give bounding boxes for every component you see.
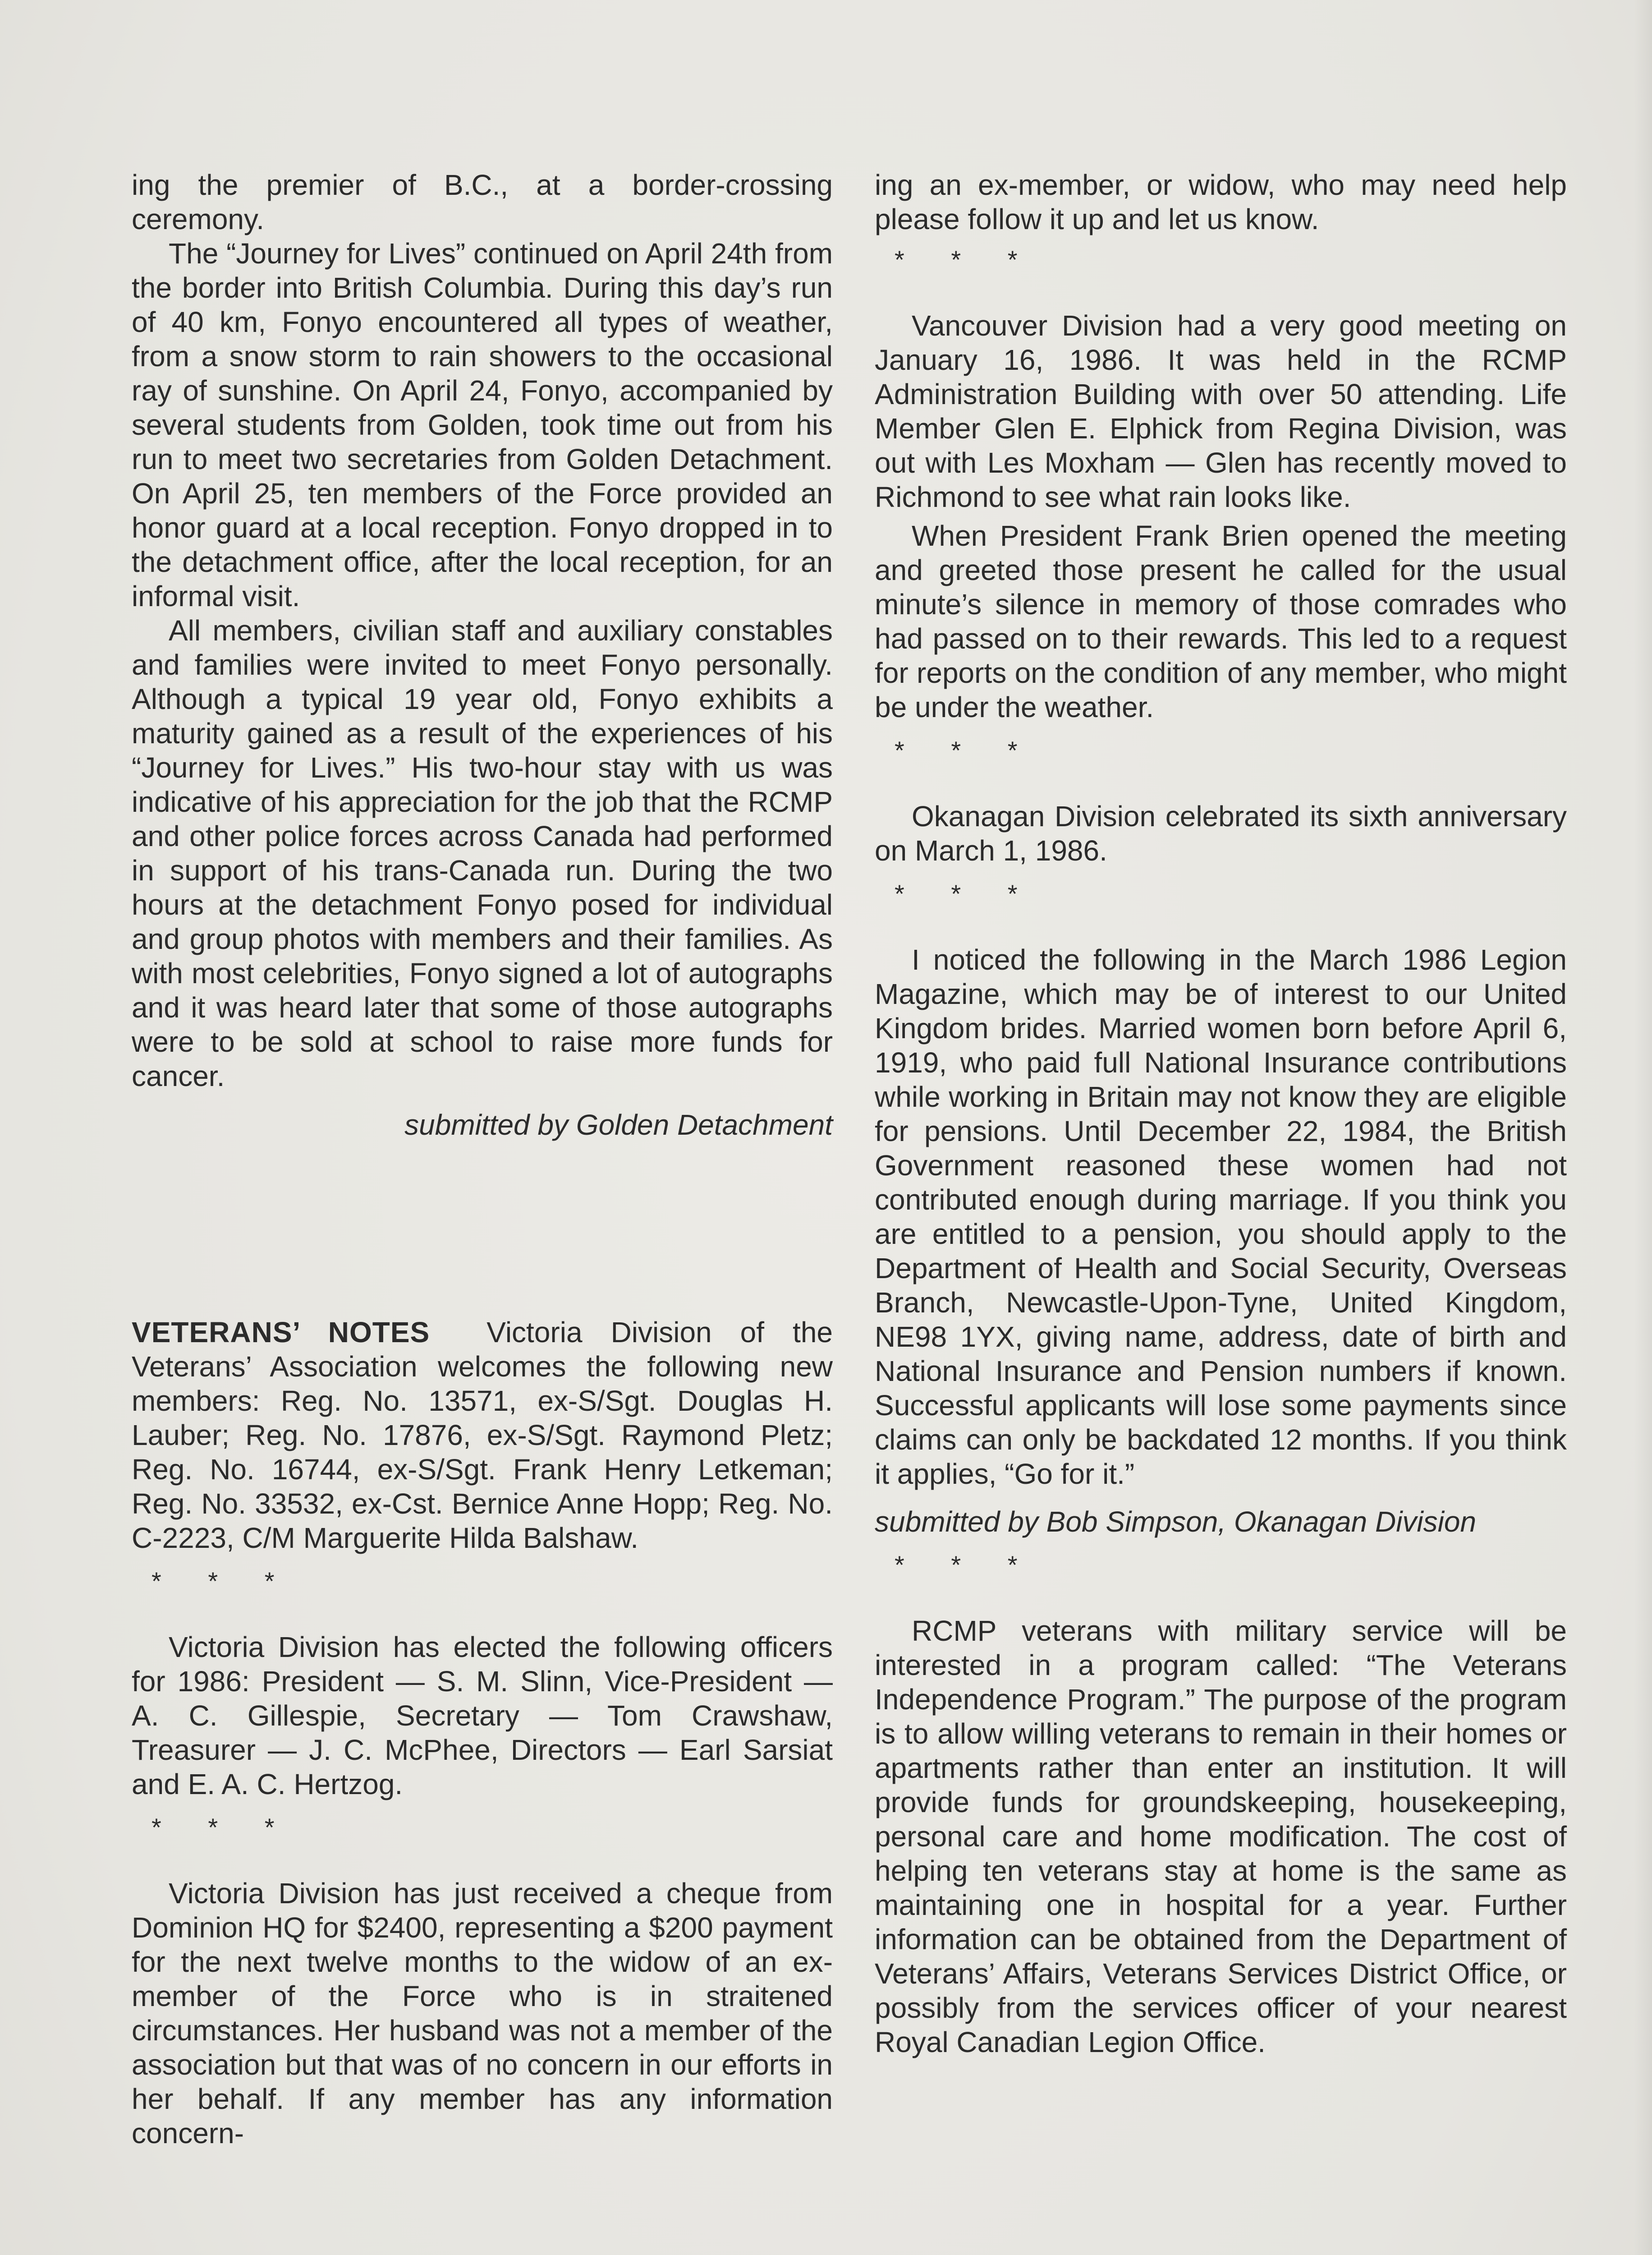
article-credit: submitted by Bob Simpson, Okanagan Division bbox=[875, 1505, 1477, 1538]
paragraph: ing the premier of B.C., at a border-crossing ceremony. bbox=[132, 169, 833, 235]
veterans-notes-paragraph bbox=[132, 1315, 833, 1555]
paragraph: Victoria Division has elected the following officers for 1986: President — S. M. Slinn, Vice-President — A. C. Gillespie, Secretary — Tom Crawshaw, Treasurer — J. C. McPhee, Directors — Earl Sarsiat and E. A. C. Hertzog. bbox=[132, 1631, 833, 1800]
article-credit: submitted by Golden Detachment bbox=[404, 1109, 833, 1141]
right-column bbox=[875, 168, 1567, 2059]
paragraph: RCMP veterans with military service will be interested in a program called: “The Veterans Independence Program.” The purpose of the program is to allow willing veterans to remain in their homes or apartments rather than enter an institution. It will provide funds for groundskeeping, housekeeping, personal care and home modification. The cost of helping ten veterans stay at home is the same as maintaining one in hospital for a year. Further information can be obtained from the Department of Veterans’ Affairs, Veterans Services District Office, or possibly from the services officer of your nearest Royal Canadian Legion Office. bbox=[875, 1615, 1567, 2058]
paragraph: The “Journey for Lives” continued on April 24th from the border into British Columbia. During this day’s run of 40 km, Fonyo encountered all types of weather, from a snow storm to rain showers to the occasional ray of sunshine. On April 24, Fonyo, accompanied by several students from Golden, took time out from his run to meet two secretaries from Golden Detachment. On April 25, ten members of the Force provided an honor guard at a local reception. Fonyo dropped in to the detachment office, after the local reception, for an informal visit. bbox=[132, 237, 833, 612]
paragraph: ing an ex-member, or widow, who may need help please follow it up and let us know. bbox=[875, 169, 1567, 235]
section-divider: * * * bbox=[895, 736, 1037, 764]
page-edge-shadow bbox=[1634, 0, 1652, 2255]
section-divider: * * * bbox=[895, 879, 1037, 908]
paragraph: Okanagan Division celebrated its sixth anniversary on March 1, 1986. bbox=[875, 800, 1567, 867]
paragraph: When President Frank Brien opened the meeting and greeted those present he called for the usual minute’s silence in memory of those comrades who had passed on to their rewards. This led to a request for reports on the condition of any member, who might be under the weather. bbox=[875, 520, 1567, 723]
paragraph: Vancouver Division had a very good meeting on January 16, 1986. It was held in the RCMP Administration Building with over 50 attending. Life Member Glen E. Elphick from Regina Division, was out with Les Moxham — Glen has recently moved to Richmond to see what rain looks like. bbox=[875, 309, 1567, 513]
paragraph: All members, civilian staff and auxiliary constables and families were invited to meet Fonyo personally. Although a typical 19 year old, Fonyo exhibits a maturity gained as a result of the experiences of his “Journey for Lives.” His two-hour stay with us was indicative of his appreciation for the job that the RCMP and other police forces across Canada had performed in support of his trans-Canada run. During the two hours at the detachment Fonyo posed for individual and group photos with members and their families. As with most celebrities, Fonyo signed a lot of autographs and it was heard later that some of those autographs were to be sold at school to raise more funds for cancer. bbox=[132, 614, 833, 1092]
section-divider: * * * bbox=[151, 1813, 294, 1841]
section-heading: VETERANS’ NOTES bbox=[132, 1316, 430, 1348]
left-column bbox=[132, 168, 833, 2150]
paragraph: I noticed the following in the March 1986 Legion Magazine, which may be of interest to our United Kingdom brides. Married women born before April 6, 1919, who paid full National Insurance contributions while working in Britain may not know they are eligible for pensions. Until December 22, 1984, the British Government reasoned these women had not contributed enough during marriage. If you think you are entitled to a pension, you should apply to the Department of Health and Social Security, Overseas Branch, Newcastle-Upon-Tyne, United Kingdom, NE98 1YX, giving name, address, date of birth and National Insurance and Pension numbers if known. Successful applicants will lose some payments since claims can only be backdated 12 months. If you think it applies, “Go for it.” bbox=[875, 943, 1567, 1490]
paragraph: Victoria Division has just received a cheque from Dominion HQ for $2400, representing a $200 payment for the next twelve months to the widow of an ex-member of the Force who is in straitened circumstances. Her husband was not a member of the association but that was of no concern in our efforts in her behalf. If any member has any information concern- bbox=[132, 1877, 833, 2149]
section-divider: * * * bbox=[895, 1551, 1037, 1579]
section-divider: * * * bbox=[151, 1567, 294, 1595]
section-divider: * * * bbox=[895, 245, 1037, 274]
paragraph-text: Victoria Division of the Veterans’ Association welcomes the following new members: Reg. No. 13571, ex-S/Sgt. Douglas H. Lauber; Reg. No. 17876, ex-S/Sgt. Raymond Pletz; Reg. No. 16744, ex-S/Sgt. Frank Henry Letkeman; Reg. No. 33532, ex-Cst. Bernice Anne Hopp; Reg. No. C-2223, C/M Marguerite Hilda Balshaw. bbox=[132, 1316, 833, 1554]
